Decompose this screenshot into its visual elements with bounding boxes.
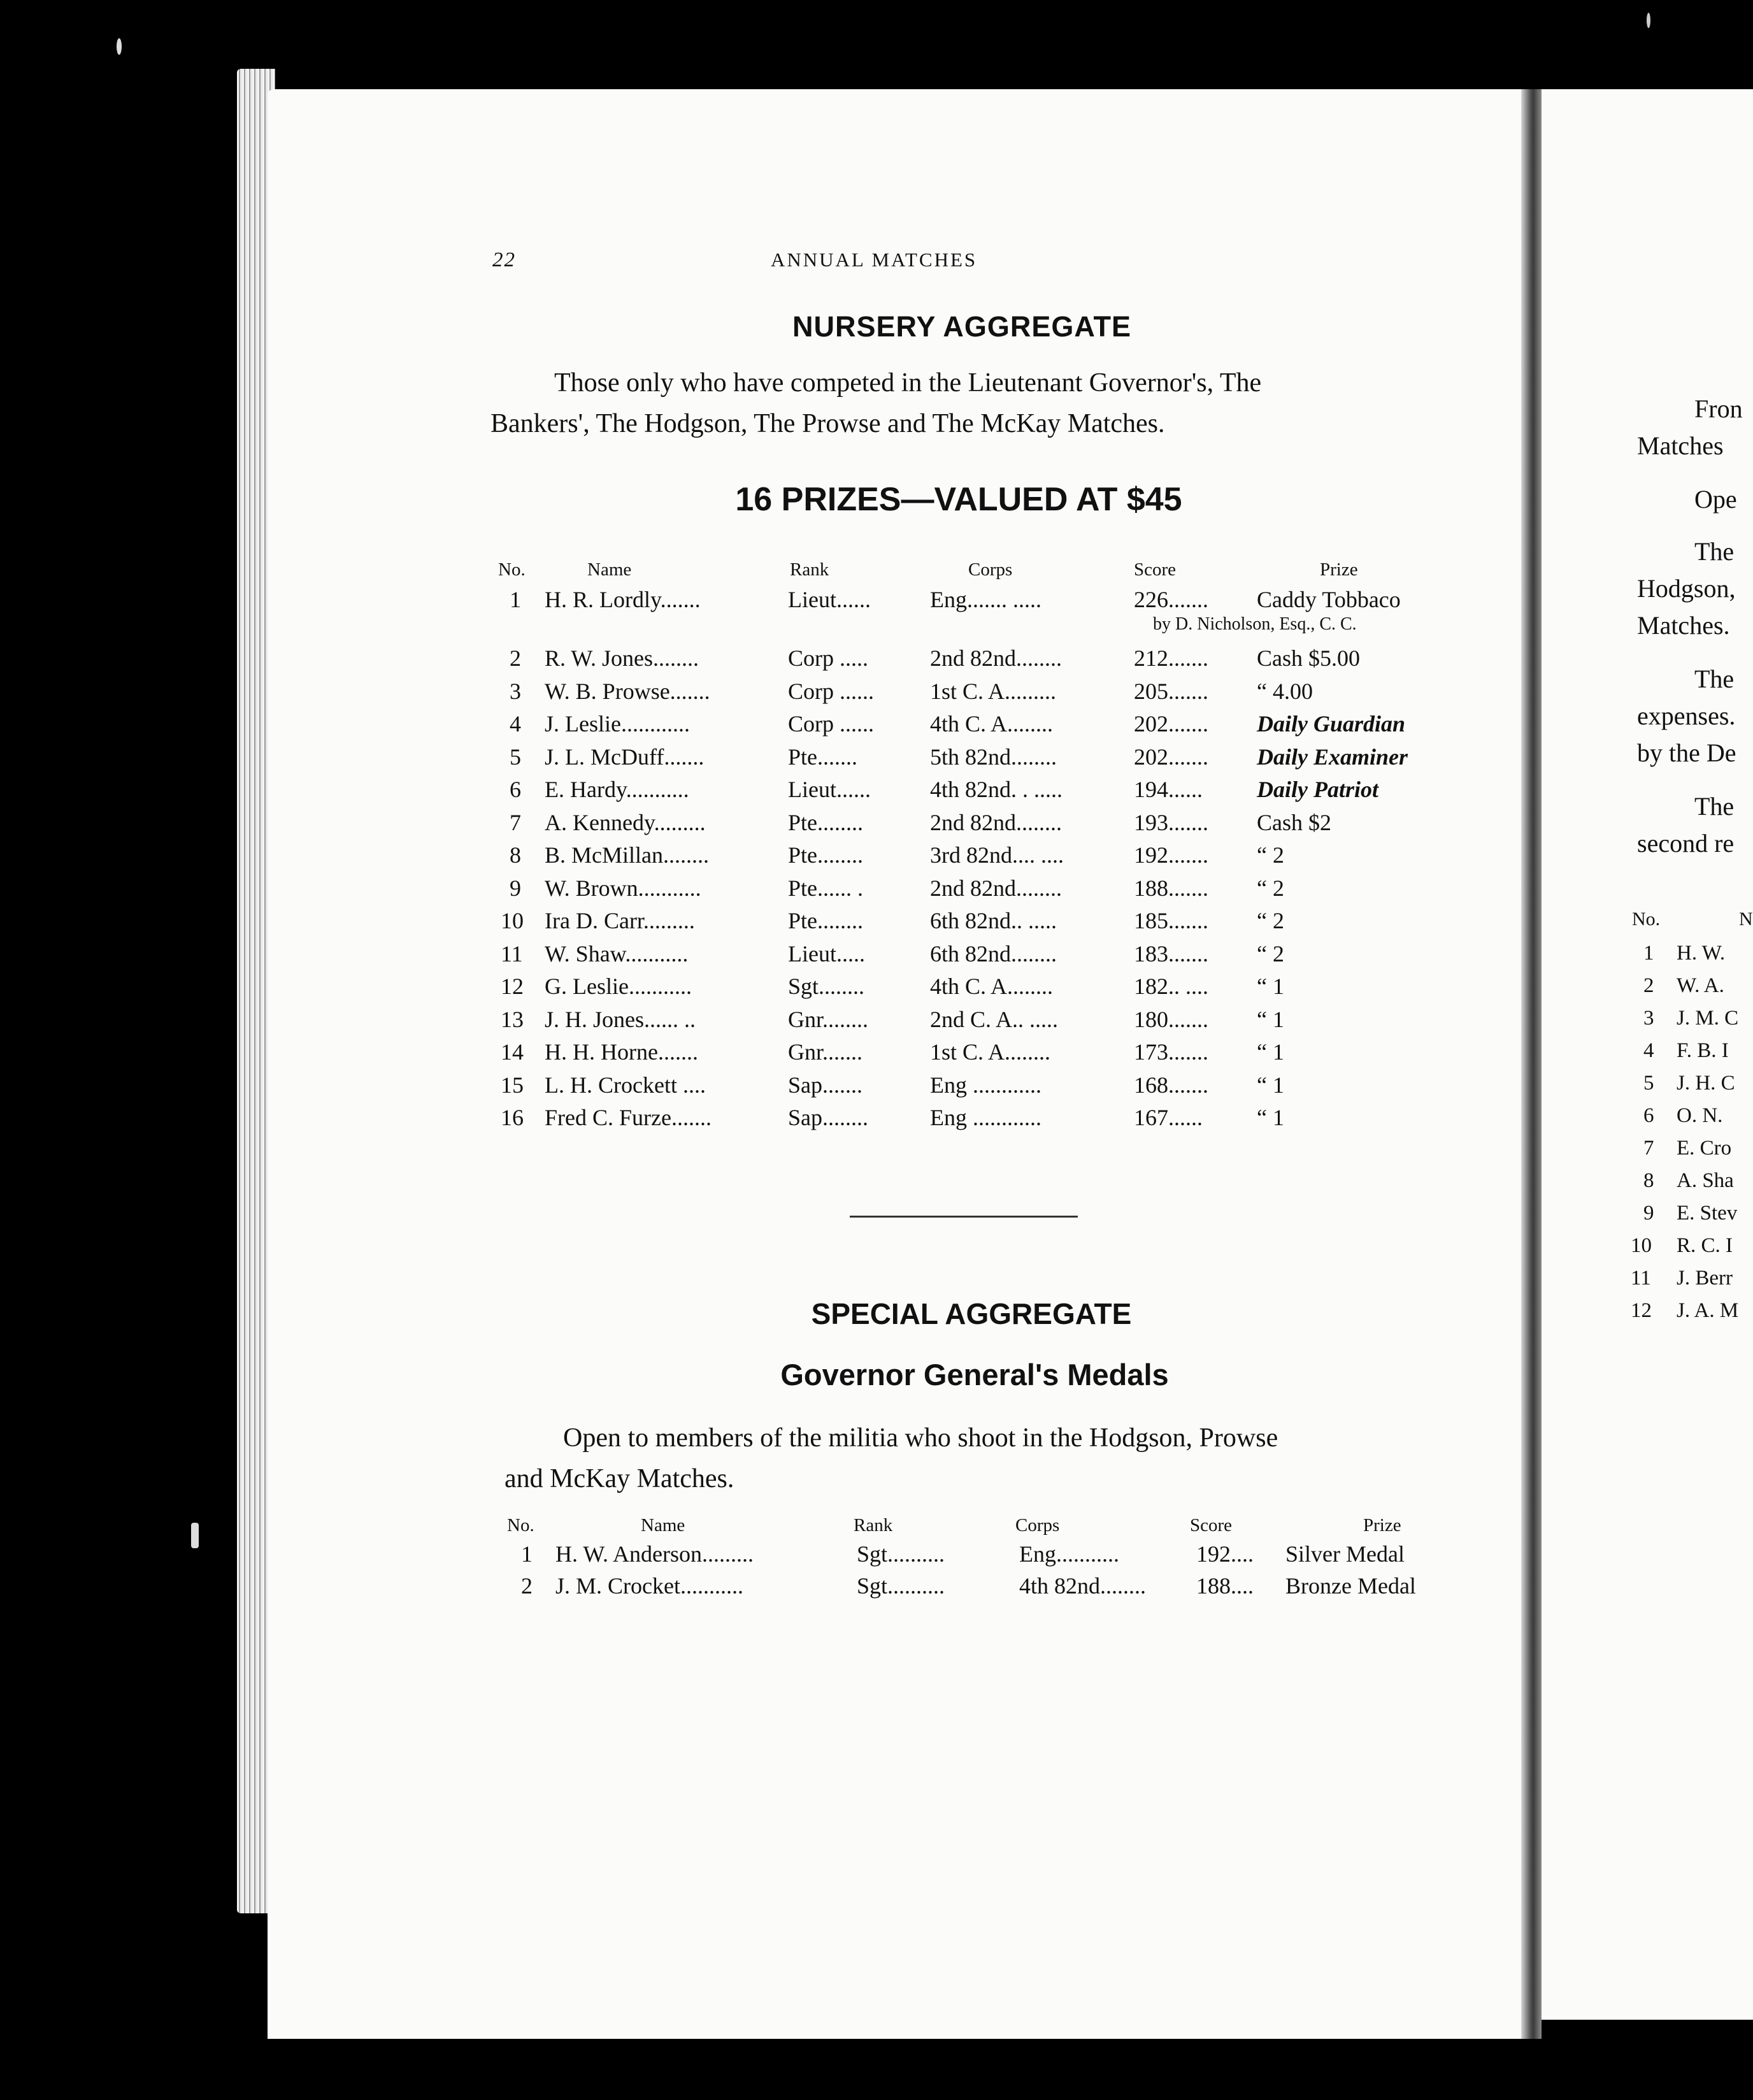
- facing-row-number: 9: [1643, 1202, 1654, 1225]
- competitor-corps: 4th C. A........: [930, 711, 1054, 737]
- col-head-corps: Corps: [1015, 1515, 1060, 1535]
- competitor-rank: Pte........: [788, 809, 864, 835]
- facing-col-head-name: N: [1739, 909, 1753, 930]
- medalist-corps: Eng...........: [1019, 1541, 1119, 1567]
- competitor-score: 226.......: [1134, 587, 1208, 612]
- prize: “ 4.00: [1257, 678, 1313, 704]
- prize: Cash $2: [1257, 809, 1331, 835]
- competitor-rank: Lieut.....: [788, 940, 865, 967]
- medalist-name: J. M. Crocket...........: [555, 1573, 743, 1599]
- facing-text-line: second re: [1637, 829, 1735, 858]
- competitor-corps: 1st C. A........: [930, 1039, 1051, 1065]
- competitor-score: 188.......: [1134, 875, 1208, 901]
- facing-row-number: 8: [1643, 1169, 1654, 1192]
- competitor-rank: Pte.......: [788, 744, 858, 770]
- row-number: 11: [501, 940, 523, 967]
- facing-text-line: expenses.: [1637, 701, 1736, 730]
- facing-row-number: 10: [1631, 1234, 1652, 1257]
- medalist-corps: 4th 82nd........: [1019, 1573, 1147, 1599]
- col-head-score: Score: [1190, 1515, 1233, 1535]
- facing-row-number: 5: [1643, 1072, 1654, 1095]
- row-number: 3: [510, 678, 521, 704]
- competitor-corps: 5th 82nd........: [930, 744, 1057, 770]
- row-number: 16: [501, 1105, 524, 1130]
- competitor-score: 185.......: [1134, 908, 1208, 933]
- special-intro-line2: and McKay Matches.: [504, 1464, 734, 1493]
- row-number: 8: [510, 842, 521, 868]
- competitor-corps: 6th 82nd.. .....: [930, 908, 1057, 933]
- competitor-rank: Sgt........: [788, 974, 865, 999]
- competitor-name: H. H. Horne.......: [545, 1039, 698, 1065]
- row-number: 2: [510, 645, 521, 671]
- competitor-corps: 4th C. A........: [930, 974, 1054, 999]
- competitor-score: 182.. ....: [1134, 974, 1208, 999]
- competitor-rank: Sap........: [788, 1105, 868, 1130]
- row-number: 6: [510, 777, 521, 802]
- facing-row-number: 12: [1631, 1299, 1652, 1322]
- medal-prize: Silver Medal: [1285, 1541, 1405, 1567]
- competitor-name: B. McMillan........: [545, 842, 709, 868]
- col-head-prize: Prize: [1363, 1515, 1401, 1535]
- prize: “ 2: [1257, 842, 1284, 868]
- row-number: 7: [510, 809, 521, 835]
- section-divider: [850, 1216, 1078, 1218]
- prizes-heading: 16 PRIZES—VALUED AT $45: [735, 481, 1182, 518]
- scan-speck: [191, 1523, 199, 1548]
- medalist-name: H. W. Anderson.........: [555, 1541, 754, 1567]
- competitor-rank: Corp ......: [788, 678, 874, 704]
- medalist-rank: Sgt..........: [857, 1541, 945, 1567]
- page-number: 22: [492, 248, 516, 271]
- competitor-corps: Eng....... .....: [930, 587, 1041, 612]
- facing-row-name: J. H. C: [1677, 1072, 1735, 1095]
- competitor-score: 202.......: [1134, 711, 1208, 737]
- running-head: ANNUAL MATCHES: [771, 248, 978, 271]
- competitor-corps: Eng ............: [930, 1072, 1041, 1098]
- facing-row-name: H. W.: [1677, 942, 1726, 965]
- facing-row-number: 2: [1643, 974, 1654, 997]
- facing-row-number: 3: [1643, 1007, 1654, 1030]
- row-number: 5: [510, 744, 521, 770]
- row-number: 9: [510, 875, 521, 901]
- competitor-corps: 6th 82nd........: [930, 940, 1057, 967]
- prize: “ 2: [1257, 940, 1284, 967]
- competitor-score: 194......: [1134, 777, 1203, 802]
- competitor-score: 205.......: [1134, 678, 1208, 704]
- prize: “ 1: [1257, 1105, 1284, 1130]
- medalist-score: 188....: [1196, 1573, 1254, 1599]
- competitor-rank: Corp ......: [788, 711, 874, 737]
- competitor-name: L. H. Crockett ....: [545, 1072, 706, 1098]
- facing-text-line: Ope: [1694, 485, 1737, 514]
- facing-row-number: 6: [1643, 1104, 1654, 1127]
- col-head-name: Name: [587, 559, 632, 580]
- col-head-prize: Prize: [1320, 559, 1358, 580]
- facing-row-name: J. A. M: [1677, 1299, 1739, 1322]
- facing-row-name: O. N.: [1677, 1104, 1723, 1127]
- nursery-intro-line2: Bankers', The Hodgson, The Prowse and The McKay Matches.: [490, 409, 1165, 438]
- row-number: 12: [501, 974, 524, 999]
- competitor-rank: Lieut......: [788, 587, 871, 612]
- prize: “ 2: [1257, 908, 1284, 933]
- prize: “ 1: [1257, 1006, 1284, 1032]
- competitor-name: W. B. Prowse.......: [545, 678, 710, 704]
- prize: Daily Guardian: [1257, 711, 1406, 737]
- competitor-rank: Pte........: [788, 908, 864, 933]
- facing-col-head-no: No.: [1632, 909, 1661, 930]
- facing-row-name: E. Stev: [1677, 1202, 1738, 1225]
- competitor-rank: Gnr........: [788, 1006, 868, 1032]
- competitor-score: 173.......: [1134, 1039, 1208, 1065]
- facing-text-line: Matches: [1637, 431, 1724, 460]
- special-title: SPECIAL AGGREGATE: [811, 1297, 1132, 1330]
- competitor-name: Ira D. Carr.........: [545, 908, 695, 933]
- competitor-name: G. Leslie...........: [545, 974, 692, 999]
- row-number: 14: [501, 1039, 524, 1065]
- prize: Daily Examiner: [1257, 744, 1408, 770]
- prize: Daily Patriot: [1257, 777, 1378, 802]
- nursery-intro-line1: Those only who have competed in the Lieutenant Governor's, The: [554, 368, 1262, 398]
- row-number: 4: [510, 711, 521, 737]
- competitor-corps: 1st C. A.........: [930, 678, 1057, 704]
- competitor-score: 183.......: [1134, 940, 1208, 967]
- row-number: 1: [521, 1541, 533, 1567]
- facing-row-name: W. A.: [1677, 974, 1724, 997]
- prize: Cash $5.00: [1257, 645, 1360, 671]
- facing-text-line: Fron: [1694, 394, 1743, 423]
- competitor-corps: 2nd 82nd........: [930, 875, 1062, 901]
- medalist-rank: Sgt..........: [857, 1573, 945, 1599]
- facing-row-name: J. Berr: [1677, 1267, 1733, 1290]
- row-number: 10: [501, 908, 524, 933]
- competitor-rank: Gnr.......: [788, 1039, 862, 1065]
- scan-speck: [117, 38, 122, 55]
- competitor-corps: 2nd C. A.. .....: [930, 1006, 1059, 1032]
- prize: “ 1: [1257, 1072, 1284, 1098]
- competitor-name: R. W. Jones........: [545, 645, 699, 671]
- competitor-name: W. Brown...........: [545, 875, 701, 901]
- competitor-score: 168.......: [1134, 1072, 1208, 1098]
- prize: “ 1: [1257, 974, 1284, 999]
- competitor-score: 202.......: [1134, 744, 1208, 770]
- facing-page: [1542, 89, 1753, 2020]
- competitor-score: 167......: [1134, 1105, 1203, 1130]
- competitor-rank: Lieut......: [788, 777, 871, 802]
- col-head-corps: Corps: [968, 559, 1013, 580]
- facing-row-number: 7: [1643, 1137, 1654, 1160]
- competitor-name: H. R. Lordly.......: [545, 587, 701, 612]
- competitor-corps: 2nd 82nd........: [930, 645, 1062, 671]
- competitor-name: E. Hardy...........: [545, 777, 689, 802]
- col-head-rank: Rank: [854, 1515, 893, 1535]
- competitor-score: 212.......: [1134, 645, 1208, 671]
- col-head-name: Name: [641, 1515, 685, 1535]
- competitor-corps: Eng ............: [930, 1105, 1041, 1130]
- competitor-corps: 4th 82nd. . .....: [930, 777, 1063, 802]
- competitor-rank: Pte........: [788, 842, 864, 868]
- facing-row-name: F. B. I: [1677, 1039, 1729, 1062]
- facing-row-number: 4: [1643, 1039, 1654, 1062]
- competitor-name: J. Leslie............: [545, 711, 690, 737]
- nursery-title: NURSERY AGGREGATE: [792, 310, 1132, 343]
- competitor-corps: 3rd 82nd.... ....: [930, 842, 1064, 868]
- competitor-name: A. Kennedy.........: [545, 809, 706, 835]
- competitor-score: 193.......: [1134, 809, 1208, 835]
- prize: “ 2: [1257, 875, 1284, 901]
- competitor-name: W. Shaw...........: [545, 940, 689, 967]
- col-head-score: Score: [1134, 559, 1177, 580]
- facing-text-line: The: [1694, 665, 1735, 693]
- competitor-rank: Sap.......: [788, 1072, 862, 1098]
- scan-speck: [1647, 13, 1650, 28]
- row-number: 2: [521, 1573, 533, 1599]
- facing-text-line: Matches.: [1637, 611, 1730, 640]
- facing-text-line: The: [1694, 792, 1735, 821]
- facing-text-line: The: [1694, 537, 1735, 566]
- special-subtitle: Governor General's Medals: [780, 1358, 1169, 1392]
- facing-row-number: 11: [1631, 1267, 1651, 1290]
- competitor-score: 192.......: [1134, 842, 1208, 868]
- competitor-score: 180.......: [1134, 1006, 1208, 1032]
- competitor-name: J. H. Jones...... ..: [545, 1006, 696, 1032]
- competitor-rank: Corp .....: [788, 645, 868, 671]
- facing-row-name: R. C. I: [1677, 1234, 1733, 1257]
- row-number: 15: [501, 1072, 524, 1098]
- prize-note: by D. Nicholson, Esq., C. C.: [1153, 614, 1357, 634]
- special-intro-line1: Open to members of the militia who shoot in the Hodgson, Prowse: [563, 1423, 1278, 1453]
- book-gutter: [1521, 89, 1542, 2039]
- medal-prize: Bronze Medal: [1285, 1573, 1416, 1599]
- facing-row-name: A. Sha: [1677, 1169, 1734, 1192]
- competitor-rank: Pte...... .: [788, 875, 864, 901]
- prize: “ 1: [1257, 1039, 1284, 1065]
- facing-row-name: E. Cro: [1677, 1137, 1732, 1160]
- competitor-name: Fred C. Furze.......: [545, 1105, 712, 1130]
- row-number: 1: [510, 587, 521, 612]
- facing-text-line: Hodgson,: [1637, 574, 1736, 603]
- competitor-name: J. L. McDuff.......: [545, 744, 705, 770]
- facing-text-line: by the De: [1637, 738, 1736, 767]
- prize: Caddy Tobbaco: [1257, 587, 1401, 612]
- facing-row-number: 1: [1643, 942, 1654, 965]
- medalist-score: 192....: [1196, 1541, 1254, 1567]
- competitor-corps: 2nd 82nd........: [930, 809, 1062, 835]
- col-head-no: No.: [507, 1515, 534, 1535]
- col-head-rank: Rank: [790, 559, 829, 580]
- facing-row-name: J. M. C: [1677, 1007, 1739, 1030]
- col-head-no: No.: [498, 559, 526, 580]
- row-number: 13: [501, 1006, 524, 1032]
